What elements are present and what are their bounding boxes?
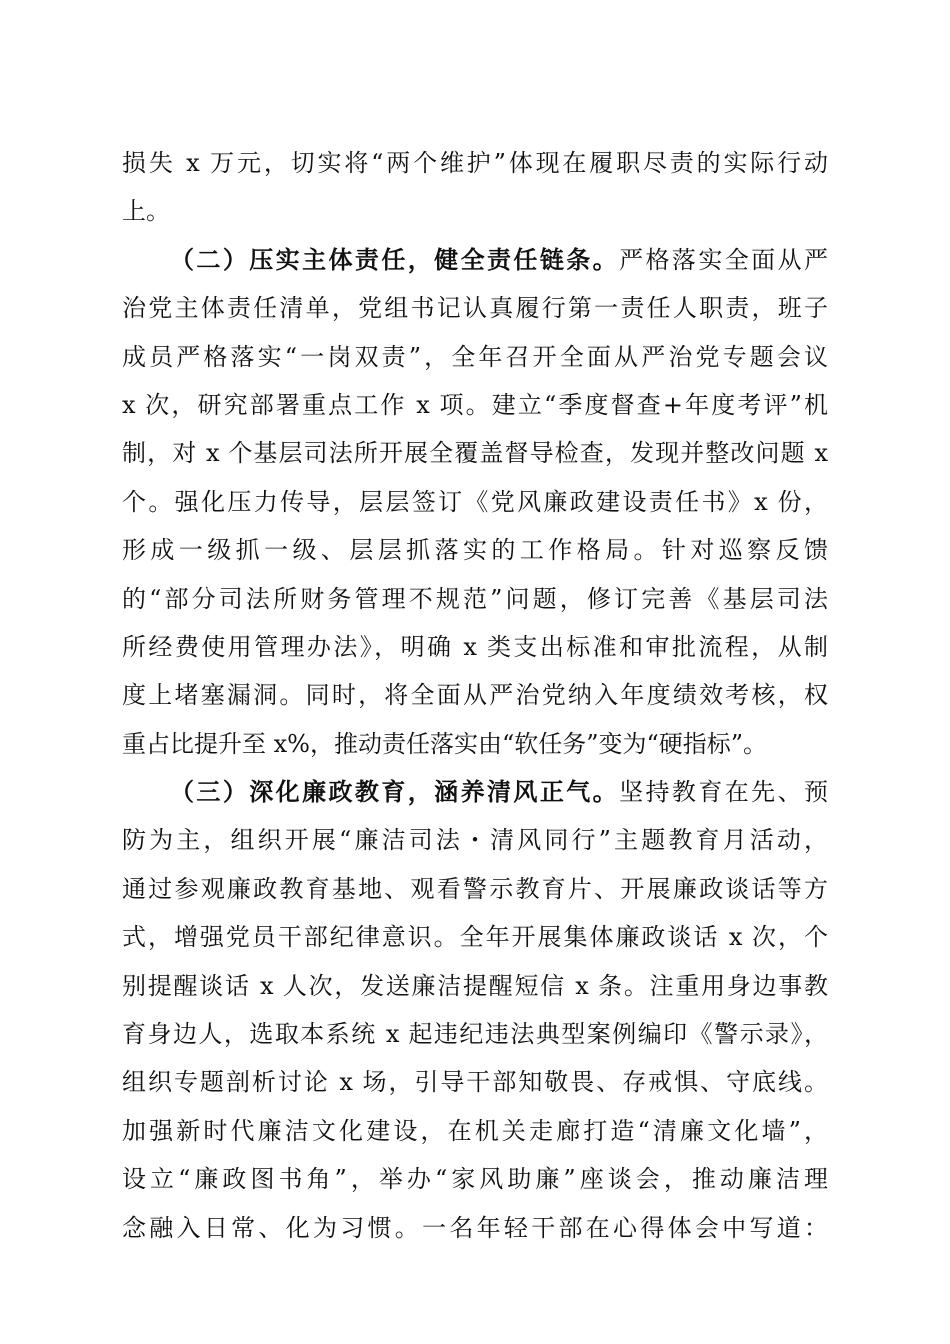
paragraph-line: 损失 x 万元，切实将“两个维护”体现在履职尽责的实际行动 [122, 149, 828, 177]
paragraph-line: 制，对 x 个基层司法所开展全覆盖督导检查，发现并整改问题 x [122, 439, 828, 468]
paragraph-line: 育身边人，选取本系统 x 起违纪违法典型案例编印《警示录》， [122, 1020, 828, 1049]
paragraph-line: 通过参观廉政教育基地、观看警示教育片、开展廉政谈话等方 [122, 874, 828, 903]
document-body [122, 139, 828, 1252]
paragraph-line: 上。 [122, 197, 170, 226]
paragraph-line: 重占比提升至 x%，推动责任落实由“软任务”变为“硬指标”。 [122, 729, 768, 758]
paragraph-line: 所经费使用管理办法》，明确 x 类支出标准和审批流程，从制 [122, 632, 828, 661]
paragraph-line: 形成一级抓一级、层层抓落实的工作格局。针对巡察反馈 [122, 536, 828, 565]
section-heading-2: （二）压实主体责任，健全责任链条。 [170, 244, 620, 274]
section-2-first-line [122, 236, 828, 284]
paragraph-line: 治党主体责任清单，党组书记认真履行第一责任人职责，班子 [122, 294, 828, 323]
section-heading-3: （三）深化廉政教育，涵养清风正气。 [170, 777, 620, 807]
paragraph-line: 式，增强党员干部纪律意识。全年开展集体廉政谈话 x 次，个 [122, 923, 828, 952]
section-3-first-line [122, 768, 828, 816]
paragraph-line: 加强新时代廉洁文化建设，在机关走廊打造“清廉文化墙”， [122, 1116, 828, 1145]
paragraph-line: 别提醒谈话 x 人次，发送廉洁提醒短信 x 条。注重用身边事教 [122, 971, 828, 1000]
paragraph-line: 坚持教育在先、预 [619, 778, 828, 807]
paragraph-line: 度上堵塞漏洞。同时，将全面从严治党纳入年度绩效考核，权 [122, 681, 828, 710]
paragraph-line: 设立“廉政图书角”，举办“家风助廉”座谈会，推动廉洁理 [122, 1165, 828, 1194]
paragraph-line: 组织专题剖析讨论 x 场，引导干部知敬畏、存戒惧、守底线。 [122, 1068, 828, 1097]
paragraph-line: 成员严格落实“一岗双责”，全年召开全面从严治党专题会议 [122, 342, 828, 371]
paragraph-line: 个。强化压力传导，层层签订《党风廉政建设责任书》x 份， [122, 487, 828, 516]
paragraph-line: 的“部分司法所财务管理不规范”问题，修订完善《基层司法 [122, 584, 828, 613]
paragraph-line: 防为主，组织开展“廉洁司法・清风同行”主题教育月活动， [122, 826, 828, 855]
paragraph-line: 严格落实全面从严 [619, 245, 828, 274]
paragraph-line: 念融入日常、化为习惯。一名年轻干部在心得体会中写道： [122, 1213, 828, 1242]
paragraph-line: x 次，研究部署重点工作 x 项。建立“季度督查+年度考评”机 [122, 390, 828, 419]
